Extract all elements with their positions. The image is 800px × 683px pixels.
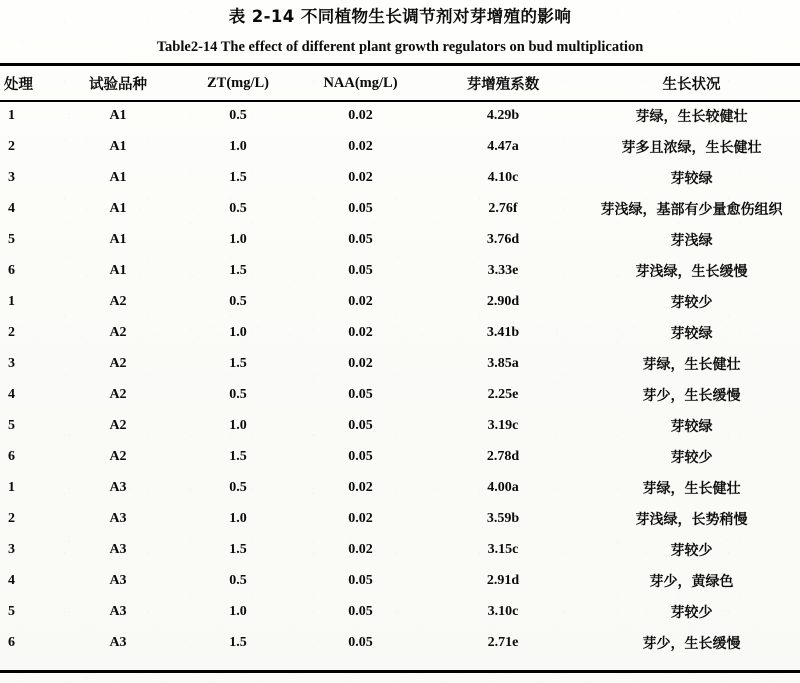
table-row [0, 410, 800, 441]
cell-naa: 0.02 [348, 169, 373, 185]
cell-treatment: 1 [8, 293, 15, 309]
cell-coefficient: 4.29b [486, 107, 520, 123]
cell-zt: 1.0 [229, 324, 247, 340]
cell-growth-status: 芽浅绿 [670, 232, 713, 249]
cell-naa: 0.05 [348, 417, 373, 433]
table-row [0, 193, 800, 224]
cell-naa: 0.05 [348, 448, 373, 464]
cell-zt: 0.5 [229, 200, 247, 216]
cell-treatment: 3 [8, 541, 15, 557]
bud-multiplication-table [0, 66, 800, 658]
column-header-growth-status: 生长状况 [662, 76, 721, 93]
cell-coefficient: 3.15c [487, 541, 519, 557]
cell-variety: A3 [109, 479, 127, 495]
table-row [0, 534, 800, 565]
column-header-treatment: 处理 [4, 76, 33, 93]
cell-coefficient: 3.85a [487, 355, 519, 371]
cell-zt: 1.5 [229, 634, 247, 650]
cell-naa: 0.02 [348, 107, 373, 123]
column-header-zt: ZT(mg/L) [206, 74, 270, 91]
cell-naa: 0.02 [348, 355, 373, 371]
cell-variety: A3 [109, 541, 127, 557]
cell-variety: A2 [109, 355, 127, 371]
cell-growth-status: 芽绿，生长健壮 [642, 356, 741, 373]
growth-status-text: 芽浅绿，基部有少量愈伤组织 [600, 201, 783, 218]
cell-treatment: 3 [8, 169, 15, 185]
cell-coefficient: 2.76f [488, 200, 518, 216]
cell-variety: A2 [109, 417, 127, 433]
cell-treatment: 5 [8, 417, 15, 433]
table-row [0, 503, 800, 534]
cell-zt: 1.5 [229, 448, 247, 464]
cell-treatment: 1 [8, 107, 15, 123]
column-header-naa: NAA(mg/L) [323, 74, 398, 91]
cell-growth-status: 芽较少 [670, 294, 713, 311]
table-row [0, 441, 800, 472]
table-title-english: Table2-14 The effect of different plant growth regulators on bud multiplication [156, 39, 644, 55]
cell-naa: 0.05 [348, 262, 373, 278]
cell-coefficient: 4.00a [487, 479, 519, 495]
table-row [0, 596, 800, 627]
cell-zt: 1.0 [229, 603, 247, 619]
cell-coefficient: 2.90d [486, 293, 520, 309]
table-caption [0, 0, 800, 57]
cell-zt: 0.5 [229, 293, 247, 309]
cell-variety: A3 [109, 603, 127, 619]
cell-growth-status: 芽绿，生长较健壮 [635, 108, 748, 125]
cell-zt: 1.0 [229, 417, 247, 433]
cell-treatment: 1 [8, 479, 15, 495]
cell-treatment: 4 [8, 386, 15, 402]
cell-zt: 0.5 [229, 479, 247, 495]
cell-coefficient: 3.19c [487, 417, 519, 433]
cell-zt: 0.5 [229, 572, 247, 588]
cell-zt: 0.5 [229, 107, 247, 123]
cell-zt: 1.0 [229, 138, 247, 154]
cell-treatment: 5 [8, 231, 15, 247]
cell-growth-status: 芽浅绿，生长缓慢 [635, 263, 748, 280]
cell-naa: 0.02 [348, 510, 373, 526]
cell-growth-status: 芽较绿 [670, 170, 713, 187]
cell-growth-status: 芽较绿 [670, 418, 713, 435]
cell-treatment: 6 [8, 634, 15, 650]
cell-naa: 0.02 [348, 479, 373, 495]
cell-naa: 0.05 [348, 603, 373, 619]
cell-zt: 1.5 [229, 541, 247, 557]
column-header-coefficient: 芽增殖系数 [466, 76, 540, 93]
table-row [0, 627, 800, 658]
cell-coefficient: 3.59b [486, 510, 520, 526]
cell-zt: 0.5 [229, 386, 247, 402]
cell-zt: 1.5 [229, 355, 247, 371]
cell-zt: 1.5 [229, 262, 247, 278]
cell-coefficient: 3.10c [487, 603, 519, 619]
cell-variety: A1 [109, 231, 127, 247]
table-title-chinese: 表 2-14 不同植物生长调节剂对芽增殖的影响 [228, 7, 572, 26]
table-row [0, 100, 800, 131]
cell-variety: A3 [109, 634, 127, 650]
cell-coefficient: 2.78d [486, 448, 520, 464]
table-row [0, 286, 800, 317]
cell-variety: A3 [109, 510, 127, 526]
cell-treatment: 5 [8, 603, 15, 619]
cell-variety: A1 [109, 138, 127, 154]
cell-growth-status [583, 193, 800, 224]
table-header-row [0, 66, 800, 100]
cell-variety: A2 [109, 293, 127, 309]
column-header-variety: 试验品种 [89, 76, 147, 93]
cell-naa: 0.02 [348, 541, 373, 557]
cell-variety: A1 [109, 262, 127, 278]
cell-growth-status: 芽少，生长缓慢 [642, 635, 741, 652]
cell-treatment: 4 [8, 200, 15, 216]
cell-variety: A1 [109, 200, 127, 216]
cell-coefficient: 2.25e [487, 386, 519, 402]
table-bottom-rule [0, 670, 800, 673]
cell-zt: 1.0 [229, 510, 247, 526]
cell-growth-status: 芽少，生长缓慢 [642, 387, 741, 404]
cell-treatment: 6 [8, 262, 15, 278]
cell-treatment: 6 [8, 448, 15, 464]
cell-growth-status: 芽绿，生长健壮 [642, 480, 741, 497]
cell-naa: 0.02 [348, 324, 373, 340]
table-row [0, 472, 800, 503]
cell-coefficient: 3.41b [486, 324, 520, 340]
cell-variety: A2 [109, 386, 127, 402]
cell-growth-status: 芽较少 [670, 604, 713, 621]
cell-coefficient: 4.10c [487, 169, 519, 185]
table-row [0, 162, 800, 193]
cell-coefficient: 2.71e [487, 634, 519, 650]
table-row [0, 565, 800, 596]
cell-coefficient: 3.33e [487, 262, 519, 278]
cell-growth-status: 芽较绿 [670, 325, 713, 342]
cell-treatment: 2 [8, 324, 15, 340]
cell-variety: A1 [109, 169, 127, 185]
table-row [0, 255, 800, 286]
table-row [0, 224, 800, 255]
cell-coefficient: 3.76d [486, 231, 520, 247]
cell-variety: A2 [109, 448, 127, 464]
table-row [0, 317, 800, 348]
cell-variety: A1 [109, 107, 127, 123]
cell-zt: 1.5 [229, 169, 247, 185]
cell-treatment: 2 [8, 138, 15, 154]
cell-naa: 0.05 [348, 231, 373, 247]
table-row [0, 131, 800, 162]
cell-naa: 0.02 [348, 293, 373, 309]
cell-treatment: 3 [8, 355, 15, 371]
table-row [0, 348, 800, 379]
cell-coefficient: 4.47a [487, 138, 519, 154]
cell-variety: A2 [109, 324, 127, 340]
cell-naa: 0.05 [348, 634, 373, 650]
cell-treatment: 4 [8, 572, 15, 588]
cell-zt: 1.0 [229, 231, 247, 247]
cell-treatment: 2 [8, 510, 15, 526]
cell-variety: A3 [109, 572, 127, 588]
cell-growth-status: 芽少，黄绿色 [649, 573, 734, 590]
cell-growth-status: 芽较少 [670, 542, 713, 559]
cell-growth-status: 芽浅绿，长势稍慢 [635, 511, 748, 528]
cell-coefficient: 2.91d [486, 572, 520, 588]
cell-naa: 0.05 [348, 572, 373, 588]
cell-naa: 0.05 [348, 386, 373, 402]
cell-naa: 0.02 [348, 138, 373, 154]
cell-growth-status: 芽较少 [670, 449, 713, 466]
table-row [0, 379, 800, 410]
cell-growth-status: 芽多且浓绿，生长健壮 [621, 139, 762, 156]
cell-naa: 0.05 [348, 200, 373, 216]
